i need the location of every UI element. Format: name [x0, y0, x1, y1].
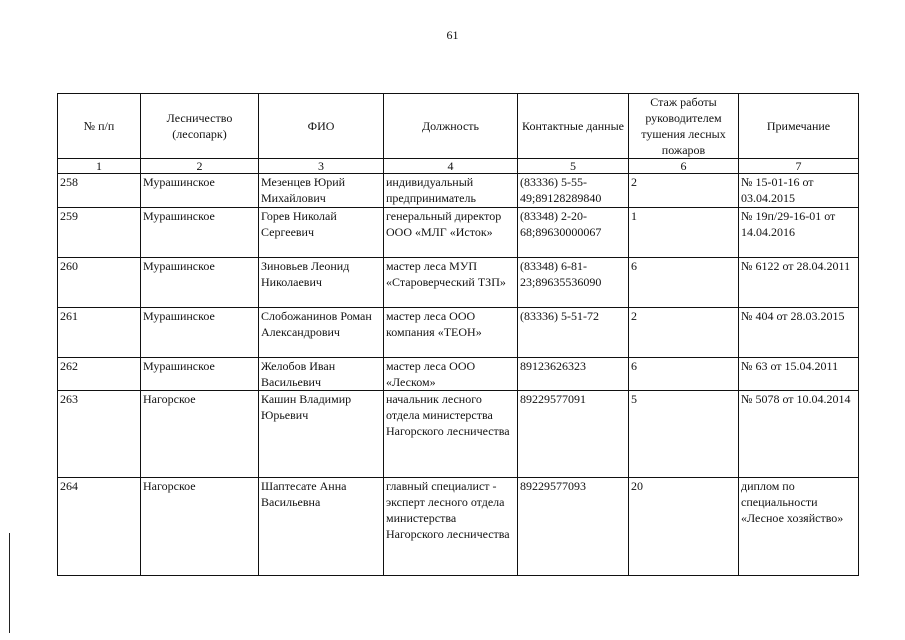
name-cell: Мезенцев Юрий Михайлович [259, 174, 384, 208]
position-cell: мастер леса ООО компания «ТЕОН» [384, 308, 518, 358]
name-cell: Кашин Владимир Юрьевич [259, 391, 384, 478]
position-cell: генеральный директор ООО «МЛГ «Исток» [384, 208, 518, 258]
note-cell: № 19п/29-16-01 от 14.04.2016 [739, 208, 859, 258]
contacts-cell: 89229577091 [518, 391, 629, 478]
table-row [58, 208, 859, 258]
experience-cell: 1 [629, 208, 739, 258]
position-cell: главный специалист - эксперт лесного отдела министерства Нагорского лесничества [384, 478, 518, 576]
header-num: № п/п [58, 94, 141, 159]
scan-margin-line [9, 533, 10, 633]
note-cell: № 15-01-16 от 03.04.2015 [739, 174, 859, 208]
forestry-cell: Нагорское [141, 478, 259, 576]
forestry-cell: Нагорское [141, 391, 259, 478]
name-cell: Слобожанинов Роман Александрович [259, 308, 384, 358]
header-experience: Стаж работы руководителем тушения лесных пожаров [629, 94, 739, 159]
row-number: 260 [58, 258, 141, 308]
contacts-cell: 89229577093 [518, 478, 629, 576]
position-cell: начальник лесного отдела министерства Нагорского лесничества [384, 391, 518, 478]
note-cell: № 6122 от 28.04.2011 [739, 258, 859, 308]
forestry-cell: Мурашинское [141, 308, 259, 358]
column-number: 5 [518, 159, 629, 174]
table-row [58, 391, 859, 478]
row-number: 263 [58, 391, 141, 478]
row-number: 259 [58, 208, 141, 258]
column-number: 4 [384, 159, 518, 174]
column-number: 7 [739, 159, 859, 174]
column-number: 3 [259, 159, 384, 174]
registry-table [57, 93, 859, 576]
experience-cell: 5 [629, 391, 739, 478]
column-number: 2 [141, 159, 259, 174]
table-row [58, 308, 859, 358]
page-number: 61 [446, 28, 459, 42]
experience-cell: 6 [629, 358, 739, 391]
contacts-cell: (83348) 2-20-68;89630000067 [518, 208, 629, 258]
experience-cell: 2 [629, 308, 739, 358]
table-row [58, 478, 859, 576]
column-number: 1 [58, 159, 141, 174]
name-cell: Горев Николай Сергеевич [259, 208, 384, 258]
header-row [58, 94, 859, 159]
position-cell: мастер леса МУП «Староверческий ТЗП» [384, 258, 518, 308]
name-cell: Желобов Иван Васильевич [259, 358, 384, 391]
forestry-cell: Мурашинское [141, 174, 259, 208]
table-row [58, 258, 859, 308]
row-number: 262 [58, 358, 141, 391]
note-cell: № 404 от 28.03.2015 [739, 308, 859, 358]
contacts-cell: 89123626323 [518, 358, 629, 391]
row-number: 261 [58, 308, 141, 358]
forestry-cell: Мурашинское [141, 208, 259, 258]
contacts-cell: (83336) 5-51-72 [518, 308, 629, 358]
header-position: Должность [384, 94, 518, 159]
header-name: ФИО [259, 94, 384, 159]
row-number: 258 [58, 174, 141, 208]
header-forestry: Лесничество (лесопарк) [141, 94, 259, 159]
name-cell: Зиновьев Леонид Николаевич [259, 258, 384, 308]
column-number: 6 [629, 159, 739, 174]
forestry-cell: Мурашинское [141, 358, 259, 391]
column-number-row [58, 159, 859, 174]
note-cell: № 5078 от 10.04.2014 [739, 391, 859, 478]
contacts-cell: (83336) 5-55-49;89128289840 [518, 174, 629, 208]
row-number: 264 [58, 478, 141, 576]
table-row [58, 358, 859, 391]
header-note: Примечание [739, 94, 859, 159]
experience-cell: 2 [629, 174, 739, 208]
note-cell: диплом по специальности «Лесное хозяйство» [739, 478, 859, 576]
position-cell: мастер леса ООО «Леском» [384, 358, 518, 391]
forestry-cell: Мурашинское [141, 258, 259, 308]
table-row [58, 174, 859, 208]
experience-cell: 20 [629, 478, 739, 576]
experience-cell: 6 [629, 258, 739, 308]
header-contacts: Контактные данные [518, 94, 629, 159]
contacts-cell: (83348) 6-81-23;89635536090 [518, 258, 629, 308]
position-cell: индивидуальный предприниматель [384, 174, 518, 208]
note-cell: № 63 от 15.04.2011 [739, 358, 859, 391]
name-cell: Шаптесате Анна Васильевна [259, 478, 384, 576]
